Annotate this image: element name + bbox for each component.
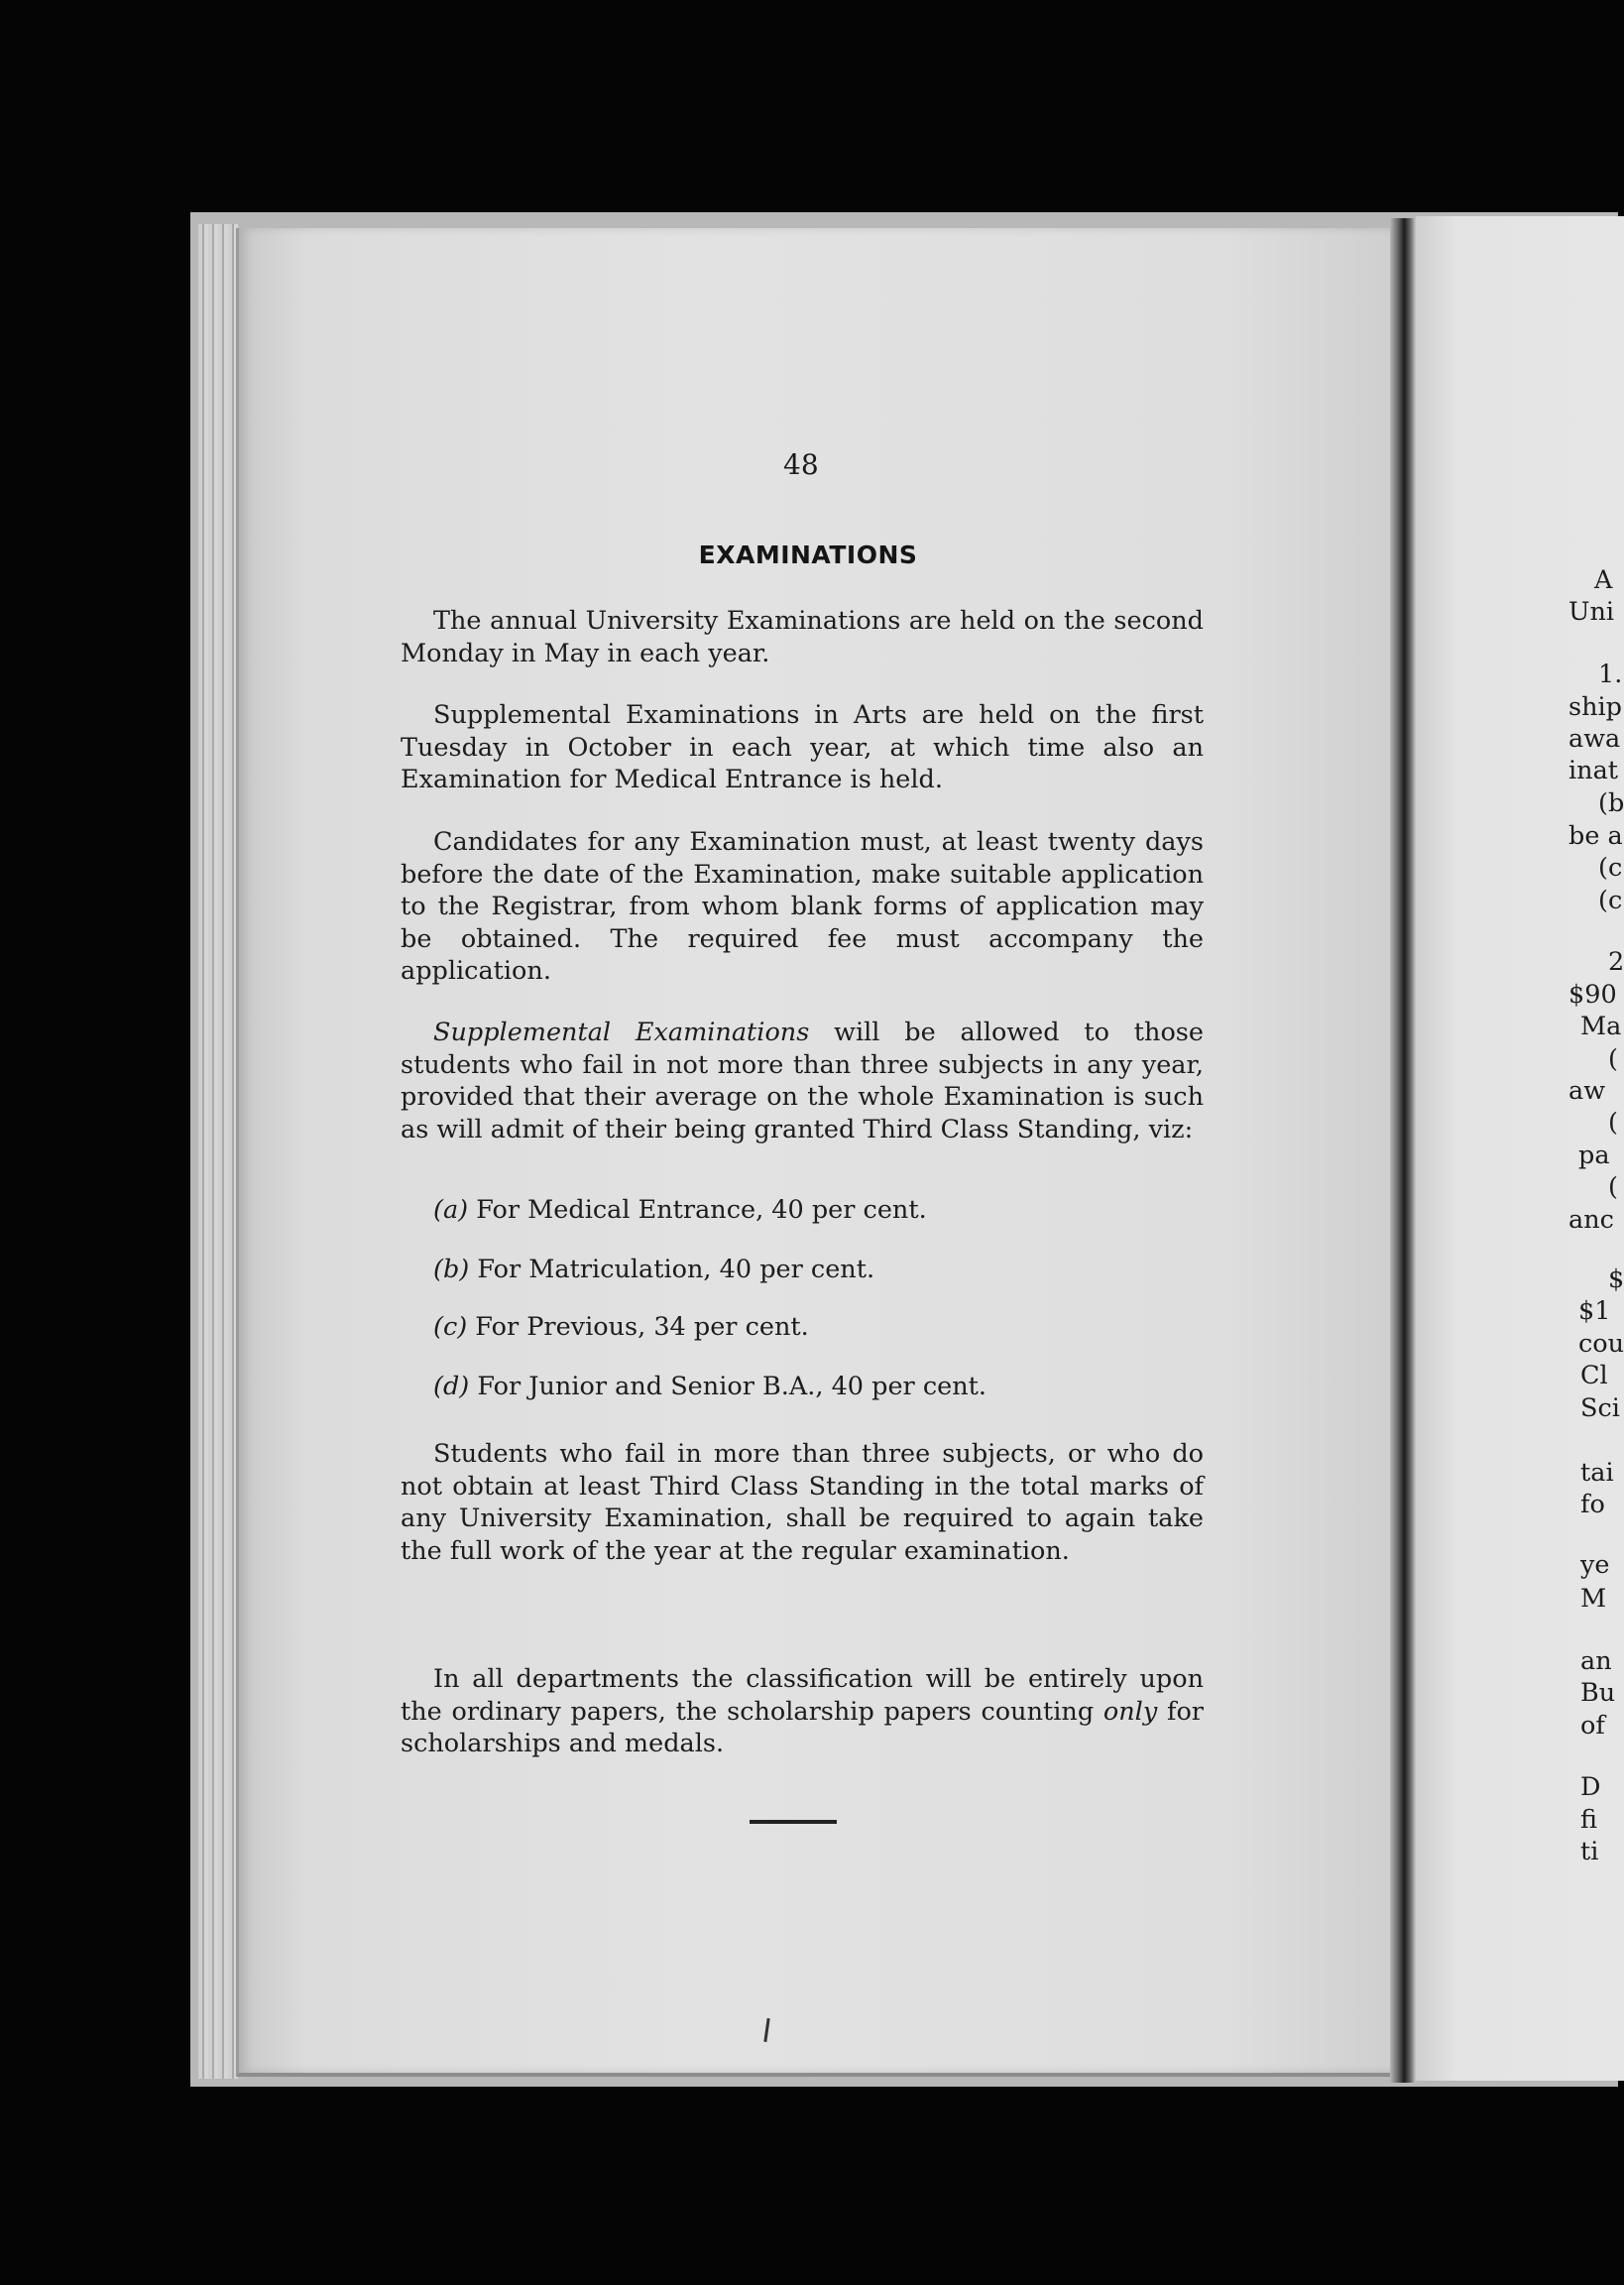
right-page-fragment: M bbox=[1580, 1584, 1607, 1614]
right-page-fragment: ti bbox=[1580, 1837, 1599, 1866]
right-page-fragment: anc bbox=[1568, 1205, 1614, 1235]
right-page-fragment: ( bbox=[1608, 1108, 1618, 1138]
right-page-fragment: Bu bbox=[1580, 1678, 1616, 1708]
section-heading: EXAMINATIONS bbox=[698, 541, 918, 569]
right-page-fragment: aw bbox=[1568, 1076, 1606, 1106]
right-page-fragment: A bbox=[1594, 565, 1613, 595]
right-page-fragment: Sci bbox=[1580, 1393, 1620, 1423]
paragraph-annual-exams: The annual University Examinations are held on the second Monday in May in each year. bbox=[401, 606, 1204, 668]
right-page-fragment: 1. bbox=[1598, 660, 1623, 689]
right-page-fragment: tai bbox=[1580, 1458, 1614, 1488]
section-end-rule bbox=[750, 1820, 837, 1824]
paragraph-text: In all departments the classification will be entirely upon the ordinary papers, the scholarship papers counting bbox=[401, 1664, 1204, 1727]
page-edges bbox=[198, 224, 238, 2079]
book-gutter bbox=[1390, 218, 1416, 2083]
right-page-fragment: Uni bbox=[1568, 597, 1615, 627]
list-marker: (a) bbox=[433, 1195, 469, 1225]
list-item-b bbox=[433, 1255, 874, 1284]
paragraph-candidates: Candidates for any Examination must, at least twenty days before the date of the Examination, make suitable application to the Registrar, from whom blank forms of application may be obtained. The required fee must accompany the application. bbox=[401, 827, 1204, 986]
right-page-fragment: pa bbox=[1578, 1141, 1610, 1170]
right-page-fragment: ye bbox=[1580, 1550, 1610, 1580]
right-page-fragment: (c bbox=[1598, 853, 1623, 883]
right-page-fragment: Cl bbox=[1580, 1361, 1608, 1390]
list-text: For Previous, 34 per cent. bbox=[475, 1312, 809, 1342]
italic-word: only bbox=[1102, 1696, 1158, 1727]
paragraph-classification bbox=[401, 1663, 1204, 1760]
list-item-d bbox=[433, 1372, 986, 1401]
list-marker: (b) bbox=[433, 1255, 470, 1284]
right-page-fragment: $ bbox=[1608, 1264, 1624, 1294]
italic-term: Supplemental Examinations bbox=[433, 1018, 810, 1047]
list-item-a bbox=[433, 1195, 927, 1225]
paragraph-supplemental-arts: Supplemental Examinations in Arts are held on the first Tuesday in October in each year, at which time also an Examination for Medical Entrance is held. bbox=[401, 700, 1204, 794]
right-page-fragment: (b bbox=[1598, 788, 1624, 818]
page-number: 48 bbox=[783, 448, 819, 481]
right-page-fragment: 2 bbox=[1608, 947, 1624, 977]
right-page-fragment: Ma bbox=[1580, 1012, 1622, 1041]
paragraph-supplemental-allowed bbox=[401, 1017, 1204, 1145]
right-page-fragment: be a bbox=[1568, 821, 1623, 851]
right-page-fragment: ship bbox=[1568, 692, 1622, 722]
right-page-fragment: fi bbox=[1580, 1805, 1598, 1835]
right-page-fragment: cou bbox=[1578, 1329, 1624, 1359]
list-text: For Matriculation, 40 per cent. bbox=[477, 1255, 875, 1284]
list-marker: (d) bbox=[433, 1372, 470, 1401]
right-page-fragment: ( bbox=[1608, 1172, 1618, 1202]
right-page-fragment: $1 bbox=[1578, 1296, 1611, 1326]
right-page-fragment: of bbox=[1580, 1711, 1605, 1741]
right-page-fragment: D bbox=[1580, 1772, 1601, 1802]
right-page-fragment: $90 bbox=[1568, 980, 1617, 1010]
list-text: For Junior and Senior B.A., 40 per cent. bbox=[477, 1372, 986, 1401]
list-marker: (c) bbox=[433, 1312, 468, 1342]
paragraph-failure: Students who fail in more than three subjects, or who do not obtain at least Third Class Standing in the total marks of any University Examination, shall be required to again take the full work of the year at the regular examination. bbox=[401, 1439, 1204, 1566]
right-page-fragment: fo bbox=[1580, 1490, 1605, 1519]
list-text: For Medical Entrance, 40 per cent. bbox=[476, 1195, 927, 1225]
paragraph-text: for scholarships and medals. bbox=[401, 1696, 1204, 1758]
right-page-fragment: (c bbox=[1598, 886, 1623, 915]
list-item-c bbox=[433, 1312, 809, 1342]
paragraph-text: will be allowed to those students who fail in not more than three subjects in any year, provided that their average on the whole Examination is such as will admit of their being granted Third Class Standing, viz: bbox=[401, 1018, 1204, 1144]
right-page-fragment: an bbox=[1580, 1646, 1612, 1676]
right-page-fragment: awa bbox=[1568, 724, 1621, 754]
right-page-fragment: ( bbox=[1608, 1044, 1618, 1074]
left-page bbox=[236, 228, 1397, 2077]
right-page-fragment: inat bbox=[1568, 756, 1619, 785]
